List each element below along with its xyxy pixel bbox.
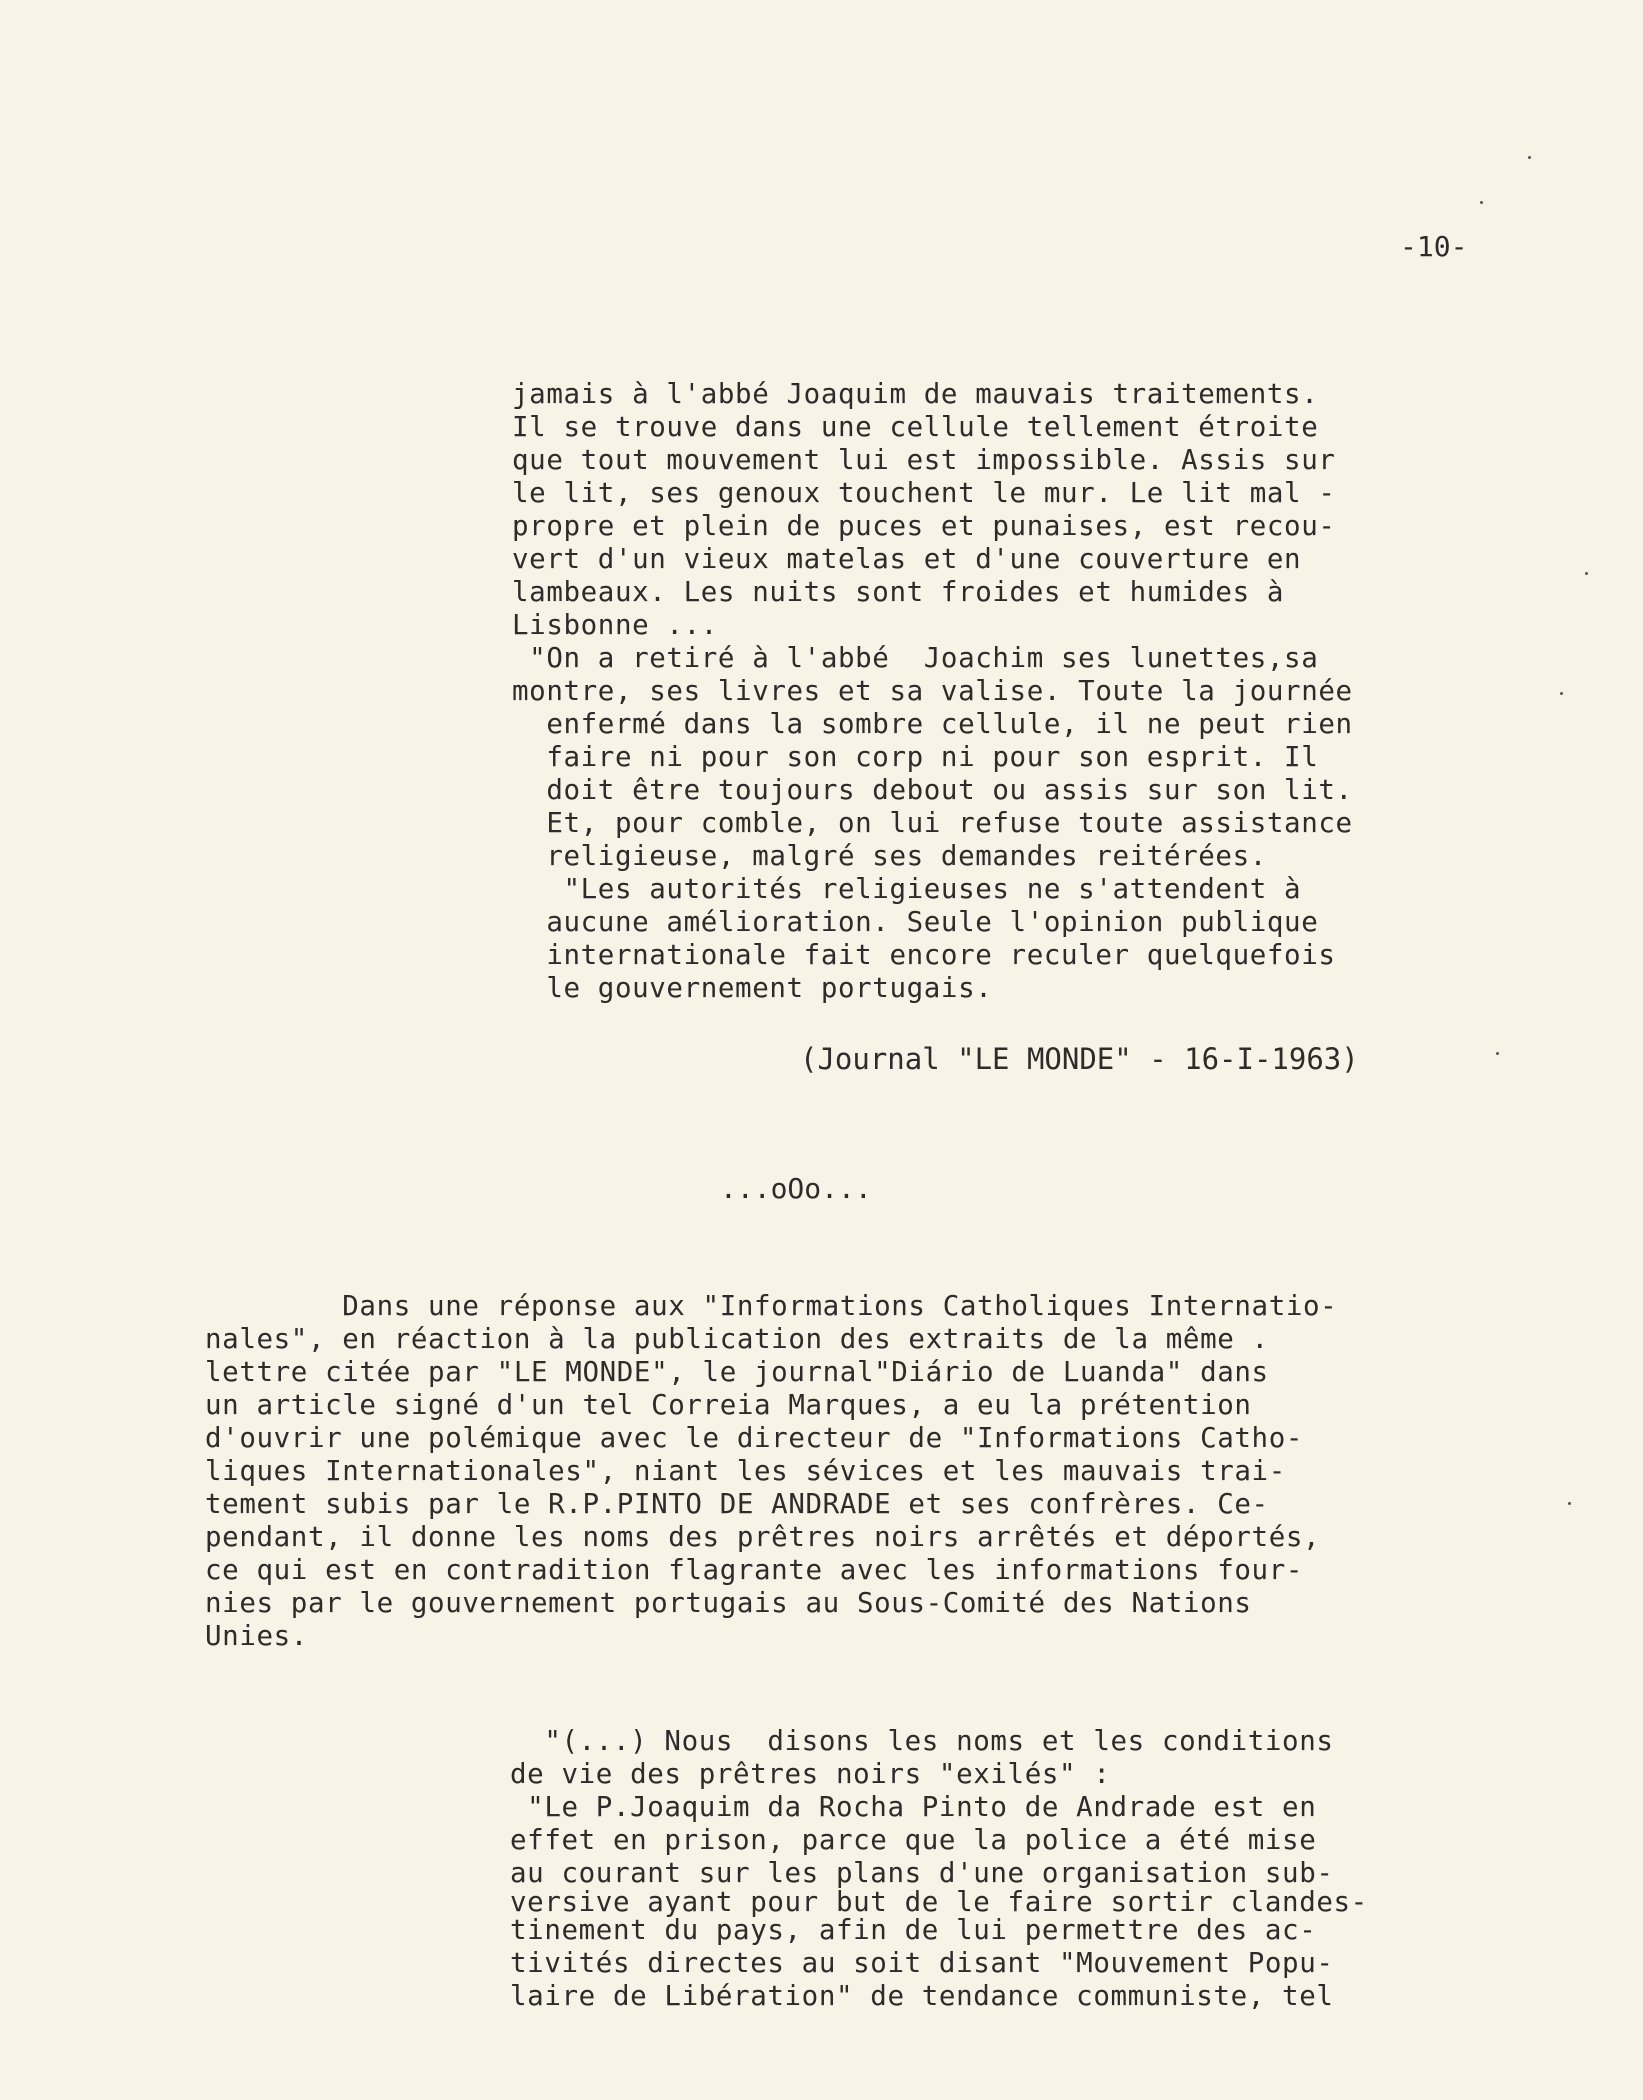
ink-speck bbox=[1568, 1502, 1571, 1505]
ink-speck bbox=[1528, 156, 1531, 159]
quote-line: au courant sur les plans d'une organisation sub- bbox=[510, 1857, 1334, 1889]
quote-line: effet en prison, parce que la police a été mise bbox=[510, 1824, 1317, 1856]
quote-line: lambeaux. Les nuits sont froides et humides à bbox=[512, 576, 1285, 608]
paragraph-line: pendant, il donne les noms des prêtres noirs arrêtés et déportés, bbox=[205, 1521, 1321, 1553]
quote-line: "On a retiré à l'abbé Joachim ses lunettes,sa bbox=[512, 642, 1319, 674]
ink-speck bbox=[1496, 1052, 1499, 1055]
quote-line: tinement du pays, afin de lui permettre des ac- bbox=[510, 1914, 1317, 1946]
quote-line: aucune amélioration. Seule l'opinion publique bbox=[512, 906, 1319, 938]
ink-speck bbox=[1585, 572, 1588, 575]
ink-speck bbox=[1560, 692, 1563, 695]
quote-line: "Le P.Joaquim da Rocha Pinto de Andrade est en bbox=[510, 1791, 1317, 1823]
paragraph-line: nies par le gouvernement portugais au Sous-Comité des Nations bbox=[205, 1587, 1252, 1619]
quote-line: religieuse, malgré ses demandes reitérées. bbox=[512, 840, 1267, 872]
quote-line: enfermé dans la sombre cellule, il ne peut rien bbox=[512, 708, 1353, 740]
quote-line: internationale fait encore reculer quelquefois bbox=[512, 939, 1336, 971]
quote-line: jamais à l'abbé Joaquim de mauvais traitements. bbox=[512, 378, 1319, 410]
quote-line: Et, pour comble, on lui refuse toute assistance bbox=[512, 807, 1353, 839]
quote-line: versive ayant pour but de le faire sortir clandes- bbox=[510, 1886, 1368, 1918]
paragraph-line: lettre citée par "LE MONDE", le journal"Diário de Luanda" dans bbox=[205, 1356, 1269, 1388]
quote-line: propre et plein de puces et punaises, est recou- bbox=[512, 510, 1336, 542]
quote-line: "Les autorités religieuses ne s'attendent à bbox=[512, 873, 1302, 905]
paragraph-line: un article signé d'un tel Correia Marques, a eu la prétention bbox=[205, 1389, 1252, 1421]
quote-line: faire ni pour son corp ni pour son esprit. Il bbox=[512, 741, 1319, 773]
quote-line: le lit, ses genoux touchent le mur. Le lit mal - bbox=[512, 477, 1336, 509]
quote-line: le gouvernement portugais. bbox=[512, 972, 993, 1004]
paragraph-line: liques Internationales", niant les sévices et les mauvais trai- bbox=[205, 1455, 1286, 1487]
quote-line: laire de Libération" de tendance communiste, tel bbox=[510, 1980, 1334, 2012]
quote-line: vert d'un vieux matelas et d'une couverture en bbox=[512, 543, 1302, 575]
paragraph-line: Dans une réponse aux "Informations Catholiques Internatio- bbox=[205, 1290, 1338, 1322]
paragraph-line: nales", en réaction à la publication des extraits de la même . bbox=[205, 1323, 1269, 1355]
ink-speck bbox=[1480, 201, 1483, 204]
quote-line: tivités directes au soit disant "Mouvement Popu- bbox=[510, 1947, 1334, 1979]
page-number: -10- bbox=[1400, 230, 1468, 263]
quote-line: doit être toujours debout ou assis sur son lit. bbox=[512, 774, 1353, 806]
section-separator: ...oOo... bbox=[720, 1172, 872, 1205]
quote-line: Lisbonne ... bbox=[512, 609, 718, 641]
citation: (Journal "LE MONDE" - 16-I-1963) bbox=[800, 1042, 1359, 1076]
paragraph-line: tement subis par le R.P.PINTO DE ANDRADE et ses confrères. Ce- bbox=[205, 1488, 1269, 1520]
quote-line: "(...) Nous disons les noms et les conditions bbox=[510, 1725, 1334, 1757]
paragraph-line: ce qui est en contradition flagrante avec les informations four- bbox=[205, 1554, 1304, 1586]
quote-line: montre, ses livres et sa valise. Toute la journée bbox=[512, 675, 1353, 707]
paragraph-line: d'ouvrir une polémique avec le directeur de "Informations Catho- bbox=[205, 1422, 1304, 1454]
quote-line: de vie des prêtres noirs "exilés" : bbox=[510, 1758, 1111, 1790]
quote-line: Il se trouve dans une cellule tellement étroite bbox=[512, 411, 1319, 443]
quote-line: que tout mouvement lui est impossible. Assis sur bbox=[512, 444, 1336, 476]
paragraph-line: Unies. bbox=[205, 1620, 308, 1652]
